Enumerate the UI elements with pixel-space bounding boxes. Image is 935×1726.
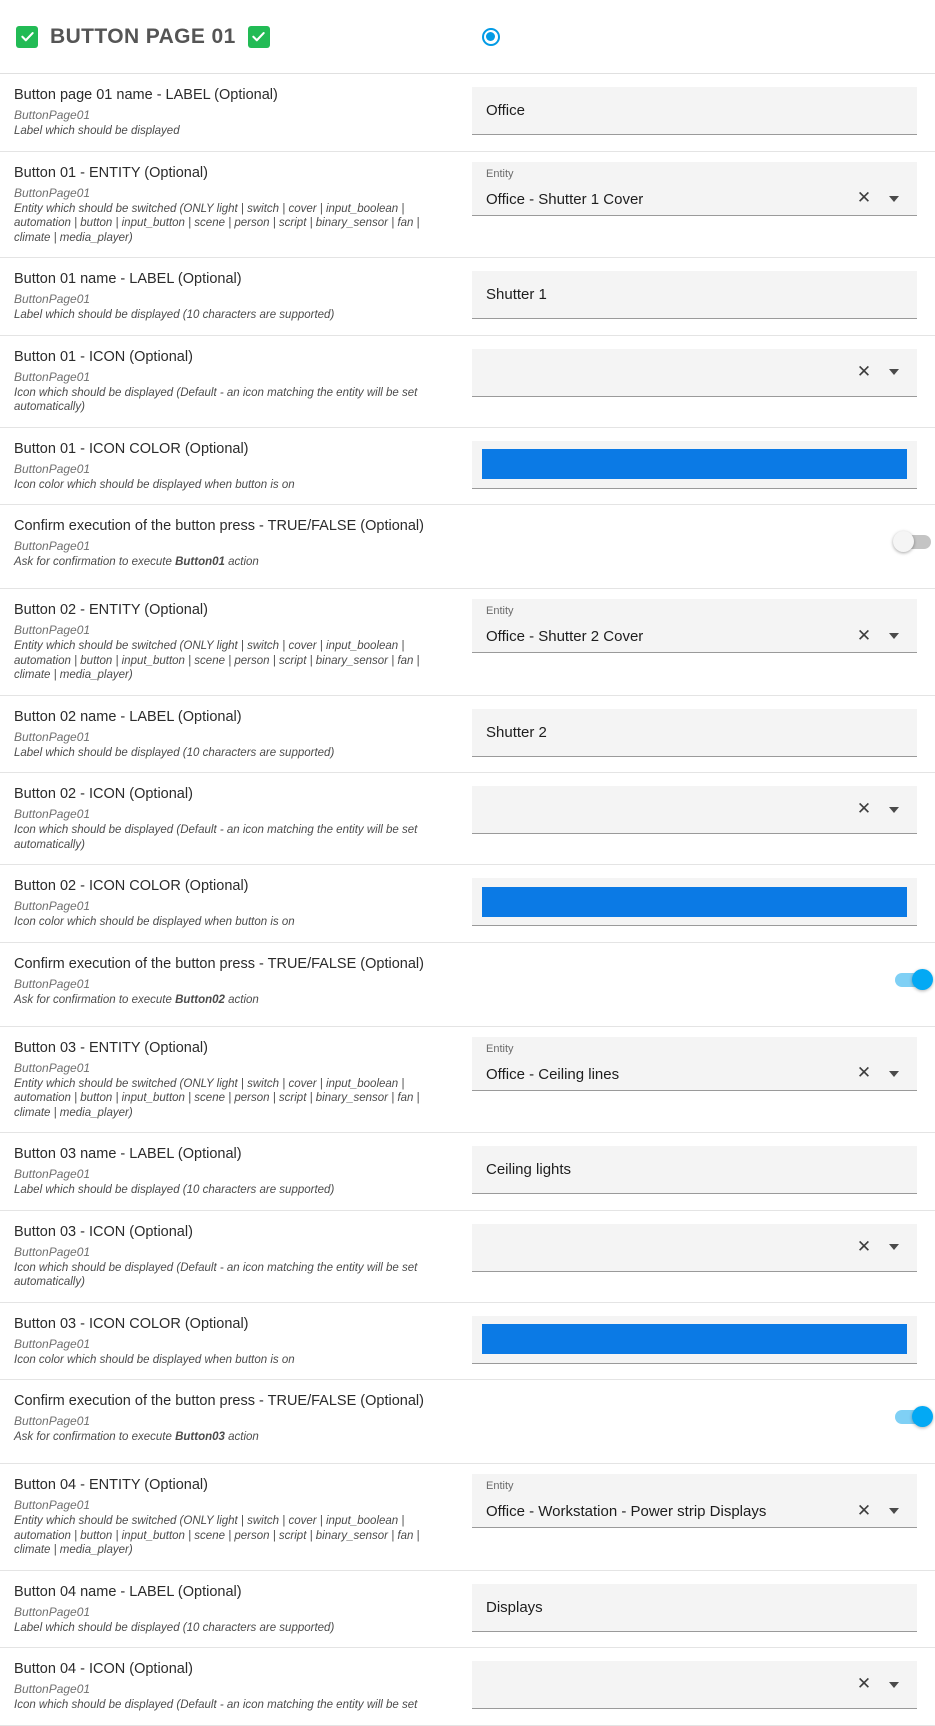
entity-float-label: Entity [486,167,514,180]
row-button-03-icon [0,1211,935,1303]
row-label-group [0,438,470,495]
row-description: Icon color which should be displayed when button is on [14,1353,295,1366]
row-title: Button 02 - ICON (Optional) [14,786,193,802]
row-subtitle: ButtonPage01 [14,1604,91,1619]
row-control [470,84,935,138]
field-icons [855,363,903,381]
row-label-group [0,1474,470,1560]
button-01-icon-picker[interactable] [472,349,917,397]
row-button-02-entity [0,589,935,696]
button-03-name-input[interactable] [472,1146,917,1194]
close-icon[interactable]: ✕ [856,1500,872,1521]
chevron-down-icon[interactable] [885,190,903,208]
row-button-01-icon [0,336,935,428]
row-subtitle: ButtonPage01 [14,623,91,637]
toggle-knob [893,531,914,552]
desc-post: action [224,993,259,1006]
row-control [470,953,935,1007]
row-description: Label which should be displayed (10 characters are supported) [14,309,335,321]
row-control [470,783,935,837]
row-button-03-confirm [0,1380,935,1464]
row-title: Button 04 - ENTITY (Optional) [14,1477,208,1493]
row-button-01-icon-color [0,428,935,506]
row-label-group [0,1658,470,1715]
desc-strong: Button01 [175,556,225,568]
close-icon[interactable]: ✕ [856,361,872,382]
row-control [470,1581,935,1635]
row-subtitle: ButtonPage01 [14,1414,91,1428]
row-control [470,706,935,760]
row-description [14,555,452,570]
row-label-group [0,953,470,1010]
row-title: Button 03 - ICON COLOR (Optional) [14,1315,249,1332]
button-02-entity-value: Office - Shutter 2 Cover [486,628,644,645]
row-label-group [0,1390,470,1447]
row-label-group [0,1143,470,1200]
button-01-name-value: Shutter 1 [486,286,547,303]
row-control [470,1221,935,1275]
row-description: Entity which should be switched (ONLY light | switch | cover | input_boolean | automation | button | input_button | scene | person | script | binary_sensor | fan | climate | media_player) [14,640,420,681]
row-control [470,515,935,569]
row-title: Button 03 name - LABEL (Optional) [14,1146,242,1162]
button-02-entity-picker[interactable] [472,599,917,653]
row-subtitle: ButtonPage01 [14,185,91,200]
row-subtitle: ButtonPage01 [14,807,91,821]
field-icons [855,627,903,645]
button-04-entity-value: Office - Workstation - Power strip Displays [486,1503,767,1520]
field-icons [855,190,903,208]
color-swatch[interactable] [482,1324,907,1354]
row-description: Icon color which should be displayed when button is on [14,478,295,491]
button-03-entity-picker[interactable] [472,1037,917,1091]
row-label-group [0,783,470,854]
row-control [470,1037,935,1091]
row-label-group [0,1221,470,1292]
entity-float-label: Entity [486,1480,514,1492]
row-control [470,1313,935,1367]
row-description: Icon color which should be displayed when button is on [14,916,295,928]
close-icon[interactable]: ✕ [856,188,872,208]
desc-pre: Ask for confirmation to execute [14,1431,176,1443]
row-label-group [0,706,470,763]
color-swatch[interactable] [482,449,907,479]
row-subtitle: ButtonPage01 [14,976,91,991]
desc-post: action [224,556,259,568]
row-title: Button 02 - ENTITY (Optional) [14,602,208,618]
row-button-01-name-label [0,258,935,336]
row-page-name-label [0,74,935,152]
entity-float-label: Entity [486,1042,514,1055]
row-subtitle: ButtonPage01 [14,369,91,384]
row-control [470,1390,935,1444]
chevron-down-icon[interactable] [885,1065,903,1083]
row-label-group [0,162,470,248]
row-title: Button 01 - ICON (Optional) [14,348,193,365]
row-description: Label which should be displayed (10 characters are supported) [14,746,335,759]
row-description: Label which should be displayed (10 characters are supported) [14,1621,335,1634]
row-button-02-confirm [0,943,935,1027]
row-subtitle: ButtonPage01 [14,899,91,913]
close-icon[interactable]: ✕ [856,1674,872,1694]
row-button-04-entity [0,1464,935,1571]
page-name-value: Office [486,102,525,119]
button-04-icon-picker[interactable] [472,1661,917,1709]
button-03-icon-picker[interactable] [472,1224,917,1272]
row-button-02-icon-color [0,865,935,943]
row-subtitle: ButtonPage01 [14,539,91,553]
field-icons [855,1502,903,1520]
row-description: Label which should be displayed (10 characters are supported) [14,1184,335,1196]
button-04-name-value: Displays [486,1598,543,1616]
row-title: Button 01 - ICON COLOR (Optional) [14,440,249,457]
chevron-down-icon[interactable] [885,627,903,645]
row-title: Button 03 - ENTITY (Optional) [14,1039,208,1056]
row-control [470,438,935,492]
row-description: Entity which should be switched (ONLY light | switch | cover | input_boolean | automation | button | input_button | scene | person | script | binary_sensor | fan | climate | media_player) [14,1515,420,1556]
row-title: Button 04 - ICON (Optional) [14,1661,193,1677]
button-02-icon-picker[interactable] [472,786,917,834]
field-icons [855,1065,903,1083]
check-icon-right [248,26,270,48]
row-label-group [0,599,470,685]
row-button-02-icon [0,773,935,865]
row-title: Button 02 name - LABEL (Optional) [14,708,242,725]
field-icons [855,1676,903,1694]
row-description: Icon which should be displayed (Default - an icon matching the entity will be set automatically) [14,824,418,851]
row-subtitle: ButtonPage01 [14,1244,91,1259]
color-swatch[interactable] [482,887,907,917]
row-label-group [0,268,470,325]
row-title: Button 02 - ICON COLOR (Optional) [14,878,249,894]
row-button-03-icon-color [0,1303,935,1381]
close-icon[interactable]: ✕ [856,625,872,646]
row-control [470,1143,935,1197]
row-control [470,346,935,400]
button-01-entity-value: Office - Shutter 1 Cover [486,190,644,208]
field-icons [855,1238,903,1256]
close-icon[interactable]: ✕ [856,1063,872,1083]
row-button-01-entity [0,152,935,259]
toggle-knob [912,969,933,990]
toggle-knob [912,1406,933,1427]
button-02-name-value: Shutter 2 [486,723,547,741]
button-03-icon-color-picker[interactable] [472,1316,917,1364]
row-title: Confirm execution of the button press - TRUE/FALSE (Optional) [14,518,424,534]
chevron-down-icon[interactable] [885,363,903,381]
close-icon[interactable]: ✕ [856,799,872,819]
row-label-group [0,515,470,572]
desc-pre: Ask for confirmation to execute [14,556,176,568]
button-01-confirm-toggle[interactable] [895,535,931,549]
row-title: Button page 01 name - LABEL (Optional) [14,87,278,103]
chevron-down-icon[interactable] [885,801,903,819]
row-label-group [0,84,470,141]
button-02-confirm-toggle[interactable] [895,973,931,987]
row-description: Icon which should be displayed (Default - an icon matching the entity will be set [14,1699,418,1711]
row-subtitle: ButtonPage01 [14,1682,91,1696]
row-control [470,1658,935,1712]
row-control [470,162,935,216]
row-title: Button 04 name - LABEL (Optional) [14,1583,242,1600]
row-control [470,1474,935,1528]
button-04-entity-picker[interactable] [472,1474,917,1528]
button-02-icon-color-picker[interactable] [472,878,917,926]
button-03-name-value: Ceiling lights [486,1161,572,1178]
row-label-group [0,1313,470,1370]
check-icon-left [16,26,38,48]
row-subtitle: ButtonPage01 [14,1060,91,1075]
row-button-02-name-label [0,696,935,774]
desc-pre: Ask for confirmation to execute [14,993,176,1006]
row-description [14,1430,452,1445]
page-radio-selector[interactable] [482,28,500,46]
row-subtitle: ButtonPage01 [14,108,91,122]
button-04-name-input[interactable] [472,1584,917,1632]
desc-strong: Button02 [175,993,225,1006]
button-02-name-input[interactable] [472,709,917,757]
button-01-icon-color-picker[interactable] [472,441,917,489]
page-header [0,0,935,74]
radio-selected-icon[interactable] [482,28,500,46]
desc-strong: Button03 [175,1431,225,1443]
radio-dot [486,32,495,41]
row-title: Confirm execution of the button press - TRUE/FALSE (Optional) [14,1393,424,1409]
page-title: BUTTON PAGE 01 [50,24,236,48]
button-03-entity-value: Office - Ceiling lines [486,1065,620,1083]
row-description [14,993,452,1008]
row-button-03-name-label [0,1133,935,1211]
entity-float-label: Entity [486,605,514,617]
row-subtitle: ButtonPage01 [14,461,91,476]
row-description: Icon which should be displayed (Default - an icon matching the entity will be set automatically) [14,386,418,413]
row-subtitle: ButtonPage01 [14,1498,91,1512]
row-button-04-name-label [0,1571,935,1649]
chevron-down-icon[interactable] [885,1676,903,1694]
desc-post: action [224,1431,259,1443]
row-label-group [0,346,470,417]
row-button-01-confirm [0,505,935,589]
row-title: Confirm execution of the button press - TRUE/FALSE (Optional) [14,955,424,972]
chevron-down-icon[interactable] [885,1238,903,1256]
row-subtitle: ButtonPage01 [14,1167,91,1181]
row-label-group [0,1581,470,1638]
row-label-group [0,1037,470,1123]
row-button-04-icon [0,1648,935,1726]
row-title: Button 01 name - LABEL (Optional) [14,271,242,287]
button-01-entity-picker[interactable] [472,162,917,216]
row-control [470,599,935,653]
row-title: Button 01 - ENTITY (Optional) [14,164,208,181]
row-button-03-entity [0,1027,935,1134]
row-description: Entity which should be switched (ONLY light | switch | cover | input_boolean | automation | button | input_button | scene | person | script | binary_sensor | fan | climate | media_player) [14,202,420,244]
field-icons [855,801,903,819]
button-03-confirm-toggle[interactable] [895,1410,931,1424]
row-subtitle: ButtonPage01 [14,292,91,306]
chevron-down-icon[interactable] [885,1502,903,1520]
page-name-input[interactable] [472,87,917,135]
row-control [470,268,935,322]
close-icon[interactable]: ✕ [856,1236,872,1257]
button-01-name-input[interactable] [472,271,917,319]
row-label-group [0,875,470,932]
row-description: Label which should be displayed [14,125,180,137]
row-description: Entity which should be switched (ONLY light | switch | cover | input_boolean | automation | button | input_button | scene | person | script | binary_sensor | fan | climate | media_player) [14,1077,420,1119]
row-title: Button 03 - ICON (Optional) [14,1223,193,1240]
row-subtitle: ButtonPage01 [14,729,91,744]
row-description: Icon which should be displayed (Default - an icon matching the entity will be set automatically) [14,1261,418,1288]
row-subtitle: ButtonPage01 [14,1336,91,1351]
row-control [470,875,935,929]
